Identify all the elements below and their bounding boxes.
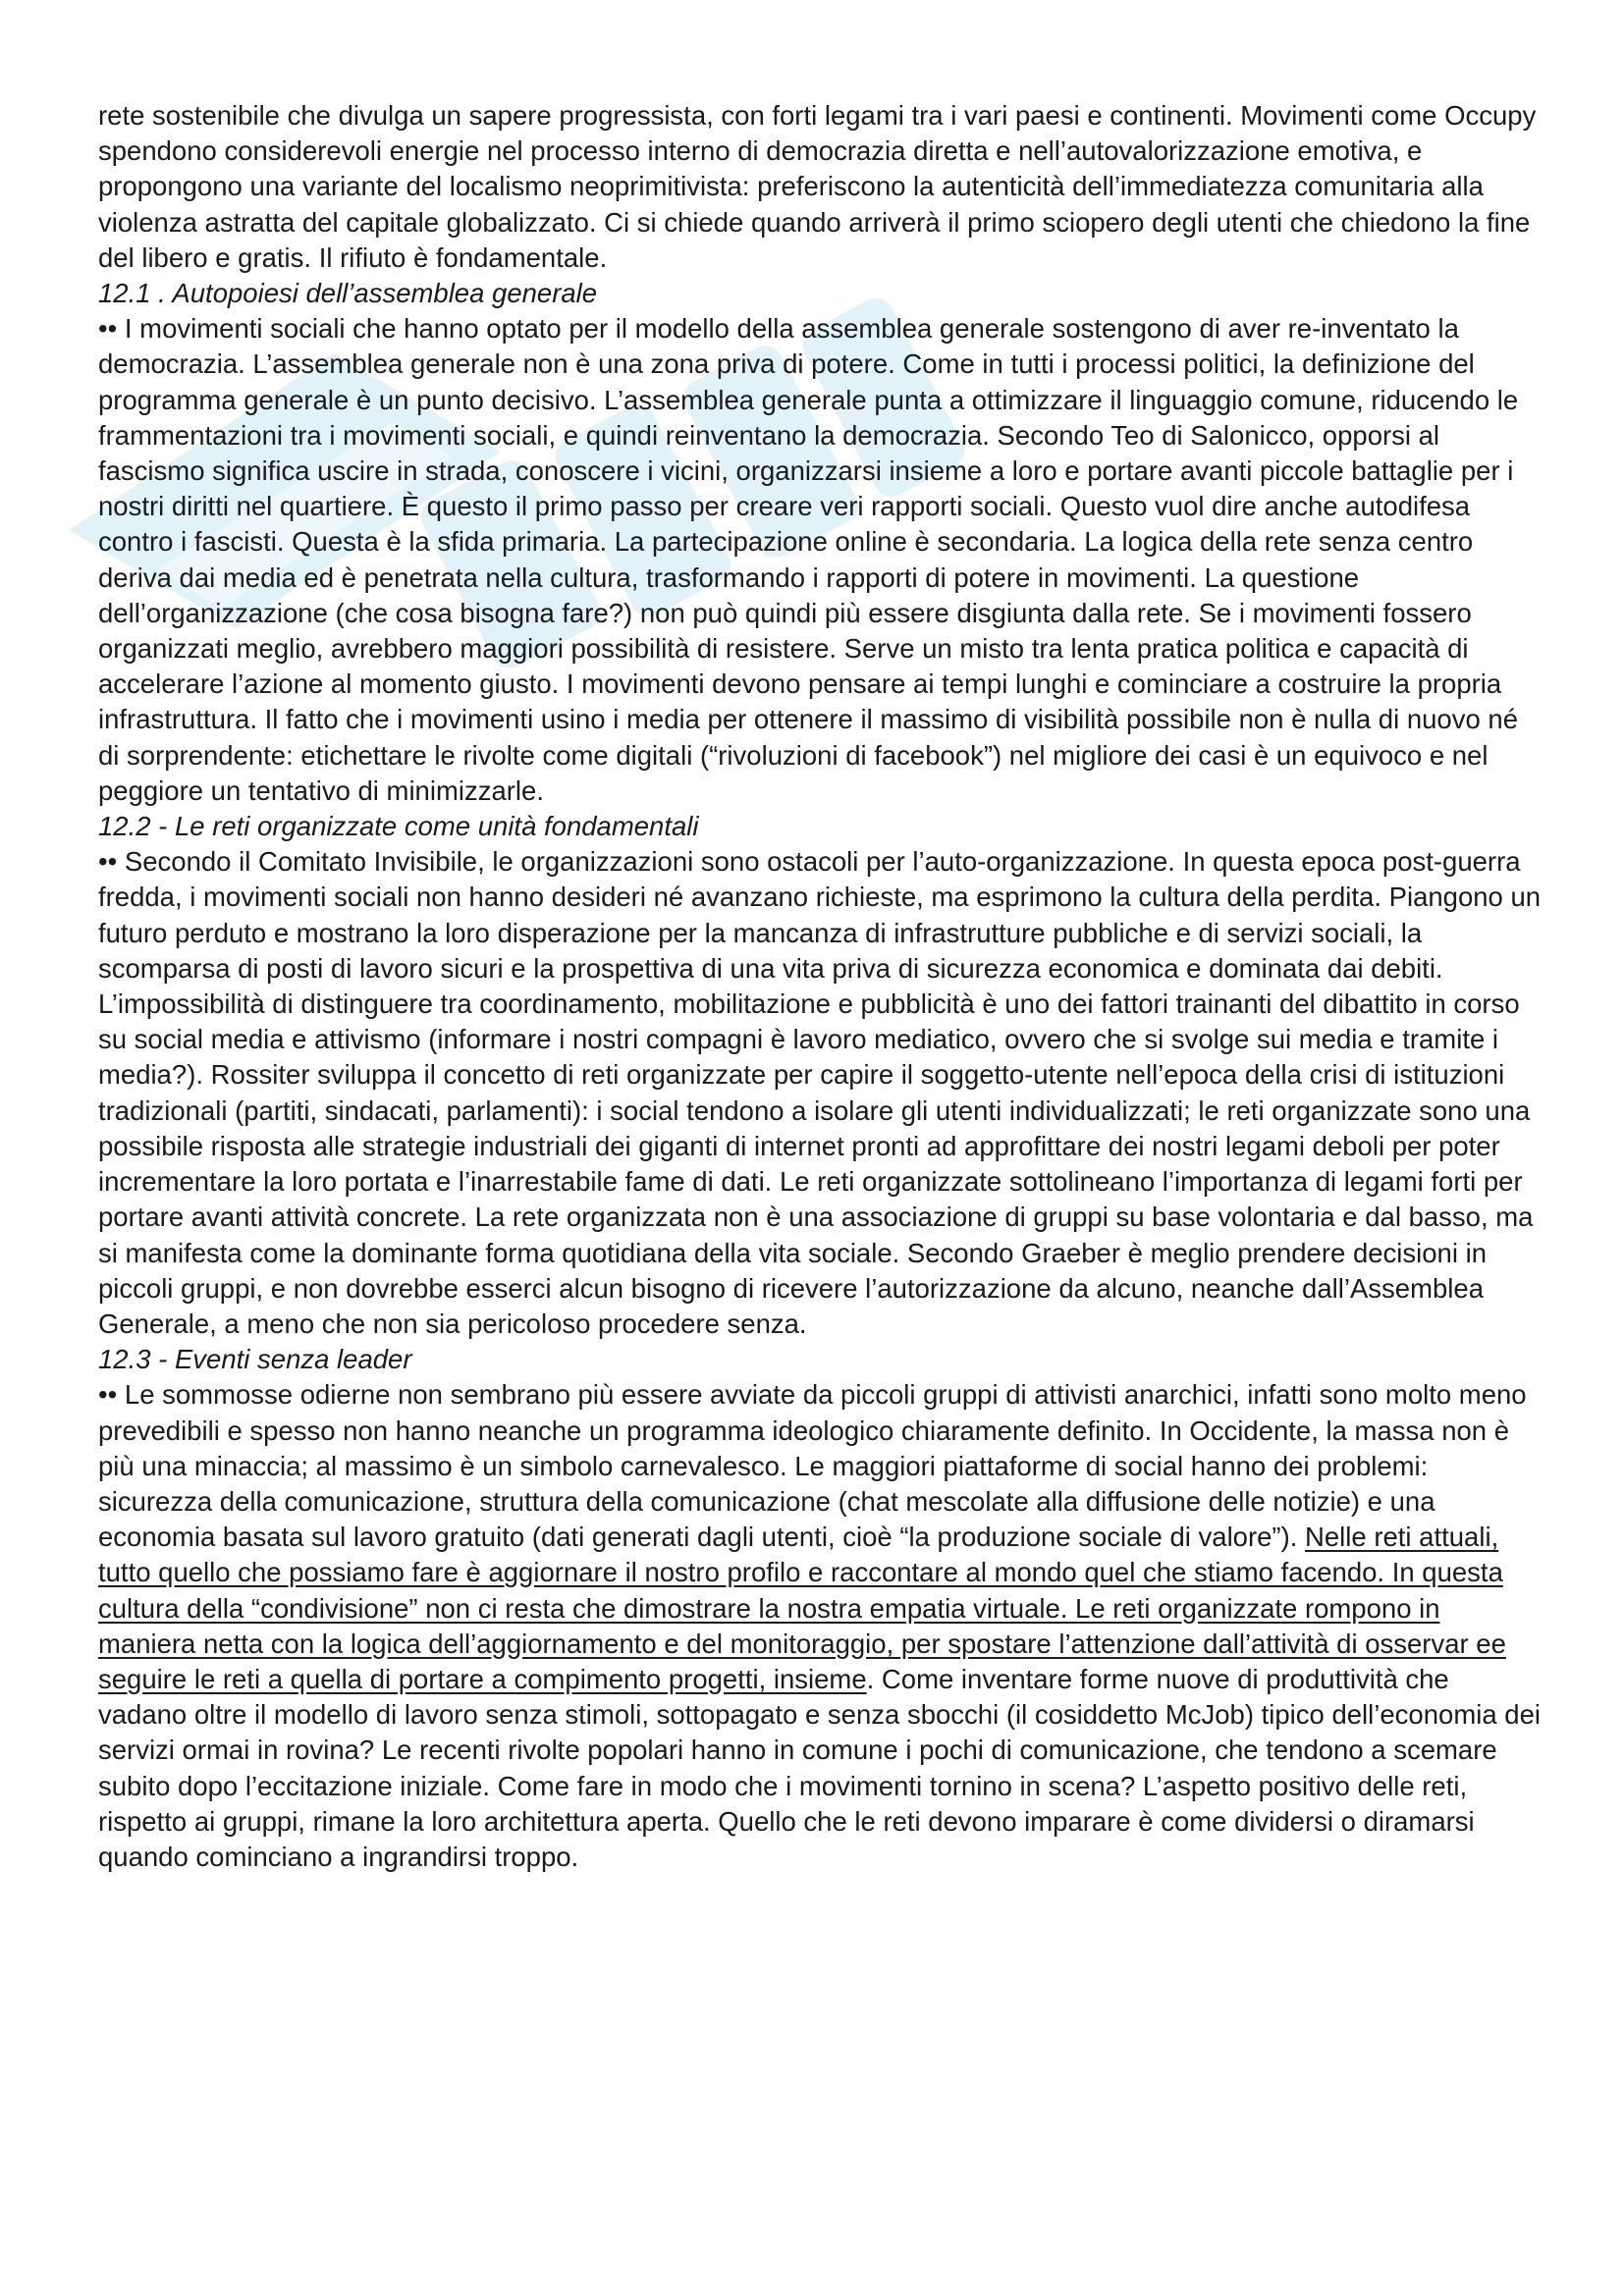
section-body-12-3-part-1: •• Le sommosse odierne non sembrano più essere avviate da piccoli gruppi di attivisti anarchici, infatti sono molto meno prevedibili e spesso non hanno neanche un programma ideologico chiaramente definito. In Occidente, la massa non è più una minaccia; al massimo è un simbolo carnevalesco. Le maggiori piattaforme di social hanno dei problemi: sicurezza della comunicazione, struttura della comunicazione (chat mescolate alla diffusione delle notizie) e una economia basata sul lavoro gratuito (dati generati dagli utenti, cioè “la produzione sociale di valore”). [98,1379,1527,1553]
intro-paragraph: rete sostenibile che divulga un sapere progressista, con forti legami tra i vari paesi e continenti. Movimenti come Occupy spendono considerevoli energie nel processo interno di democrazia diretta e nell’autovalorizzazione emotiva, e propongono una variante del localismo neoprimitivista: preferiscono la autenticità dell’immediatezza comunitaria alla violenza astratta del capitale globalizzato. Ci si chiede quando arriverà il primo sciopero degli utenti che chiedono la fine del libero e gratis. Il rifiuto è fondamentale. [98,100,1537,273]
document-page [98,98,1542,1875]
section-body-12-3-part-2: . Come inventare forme nuove di produttività che vadano oltre il modello di lavoro senza stimoli, sottopagato e senza sbocchi (il cosiddetto McJob) tipico dell’economia dei servizi ormai in rovina? Le recenti rivolte popolari hanno in comune i pochi di comunicazione, che tendono a scemare subito dopo l’eccitazione iniziale. Come fare in modo che i movimenti tornino in scena? L’aspetto positivo delle reti, rispetto ai gruppi, rimane la loro architettura aperta. Quello che le reti devono imparare è come dividersi o diramarsi quando cominciano a ingrandirsi troppo. [98,1663,1541,1872]
section-body-12-2: •• Secondo il Comitato Invisibile, le organizzazioni sono ostacoli per l’auto-organizzazione. In questa epoca post-guerra fredda, i movimenti sociali non hanno desideri né avanzano richieste, ma esprimono la cultura della perdita. Piangono un futuro perduto e mostrano la loro disperazione per la mancanza di infrastrutture pubbliche e di servizi sociali, la scomparsa di posti di lavoro sicuri e la prospettiva di una vita priva di sicurezza economica e dominata dai debiti. L’impossibilità di distinguere tra coordinamento, mobilitazione e pubblicità è uno dei fattori trainanti del dibattito in corso su social media e attivismo (informare i nostri compagni è lavoro mediatico, ovvero che si svolge sui media e tramite i media?). Rossiter sviluppa il concetto di reti organizzate per capire il soggetto-utente nell’epoca della crisi di istituzioni tradizionali (partiti, sindacati, parlamenti): i social tendono a isolare gli utenti individualizzati; le reti organizzate sono una possibile risposta alle strategie industriali dei giganti di internet pronti ad approfittare dei nostri legami deboli per poter incrementare la loro portata e l’inarrestabile fame di dati. Le reti organizzate sottolineano l’importanza di legami forti per portare avanti attività concrete. La rete organizzata non è una associazione di gruppi su base volontaria e dal basso, ma si manifesta come la dominante forma quotidiana della vita sociale. Secondo Graeber è meglio prendere decisioni in piccoli gruppi, e non dovrebbe esserci alcun bisogno di ricevere l’autorizzazione da alcuno, neanche dall’Assemblea Generale, a meno che non sia pericoloso procedere senza. [98,846,1542,1339]
section-body-12-1: •• I movimenti sociali che hanno optato per il modello della assemblea generale sostengono di aver re-inventato la democrazia. L’assemblea generale non è una zona priva di potere. Come in tutti i processi politici, la definizione del programma generale è un punto decisivo. L’assemblea generale punta a ottimizzare il linguaggio comune, riducendo le frammentazioni tra i movimenti sociali, e quindi reinventano la democrazia. Secondo Teo di Salonicco, opporsi al fascismo significa uscire in strada, conoscere i vicini, organizzarsi insieme a loro e portare avanti piccole battaglie per i nostri diritti nel quartiere. È questo il primo passo per creare veri rapporti sociali. Questo vuol dire anche autodifesa contro i fascisti. Questa è la sfida primaria. La partecipazione online è secondaria. La logica della rete senza centro deriva dai media ed è penetrata nella cultura, trasformando i rapporti di potere in movimenti. La questione dell’organizzazione (che cosa bisogna fare?) non può quindi più essere disgiunta dalla rete. Se i movimenti fossero organizzati meglio, avrebbero maggiori possibilità di resistere. Serve un misto tra lenta pratica politica e capacità di accelerare l’azione al momento giusto. I movimenti devono pensare ai tempi lunghi e cominciare a costruire la propria infrastruttura. Il fatto che i movimenti usino i media per ottenere il massimo di visibilità possibile non è nulla di nuovo né di sorprendente: etichettare le rivolte come digitali (“rivoluzioni di facebook”) nel migliore dei casi è un equivoco e nel peggiore un tentativo di minimizzarle. [98,313,1519,806]
section-heading-12-2: 12.2 - Le reti organizzate come unità fondamentali [98,811,699,842]
section-heading-12-1: 12.1 . Autopoiesi dell’assemblea generale [98,278,598,309]
section-body-12-3 [98,1377,1542,1875]
underlined-passage: Nelle reti attuali, tutto quello che possiamo fare è aggiornare il nostro profilo e raccontare al mondo quel che stiamo facendo. In questa cultura della “condivisione” non ci resta che dimostrare la nostra empatia virtuale. Le reti organizzate rompono in maniera netta con la logica dell’aggiornamento e del monitoraggio, per spostare l’attenzione dall’attività di osservar ee seguire le reti a quella di portare a compimento progetti, insieme [98,1522,1506,1694]
section-heading-12-3: 12.3 - Eventi senza leader [98,1344,412,1375]
